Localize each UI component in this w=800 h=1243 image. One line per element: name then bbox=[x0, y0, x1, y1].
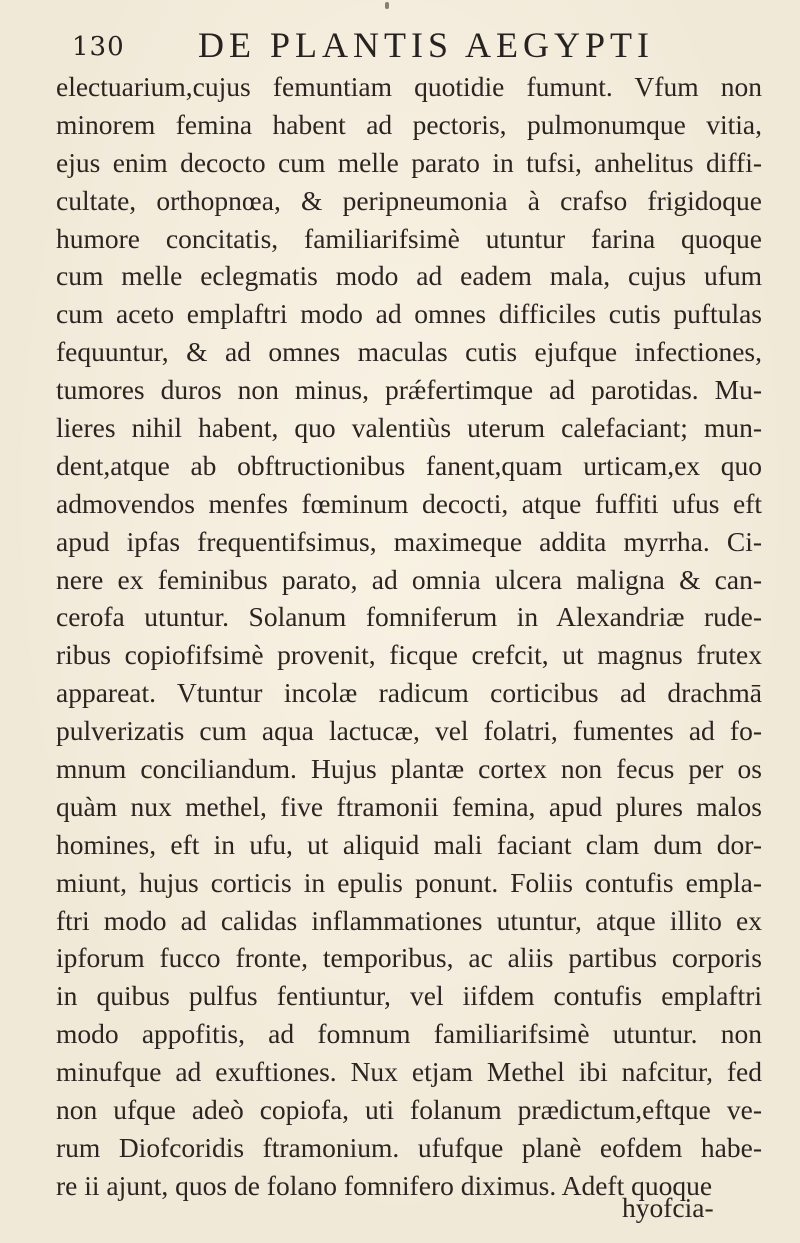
text-line: admovendos menfes fœminum decocti, atque fuffiti ufus eft bbox=[56, 487, 762, 519]
text-line: dent,atque ab obftructionibus fanent,quam urticam,ex quo bbox=[56, 449, 762, 481]
text-line: non ufque adeò copiofa, uti folanum prædictum,eftque ve- bbox=[56, 1094, 762, 1126]
text-line: cum melle eclegmatis modo ad eadem mala, cujus ufum bbox=[56, 260, 762, 292]
text-line: homines, eft in ufu, ut aliquid mali faciant clam dum dor- bbox=[56, 828, 762, 860]
text-line: ipforum fucco fronte, temporibus, ac aliis partibus corporis bbox=[56, 942, 762, 974]
catchword: hyofcia- bbox=[622, 1192, 714, 1223]
running-title: DE PLANTIS AEGYPTI bbox=[198, 25, 654, 65]
text-line: mnum conciliandum. Hujus plantæ cortex non fecus per os bbox=[56, 753, 762, 785]
text-line: cerofa utuntur. Solanum fomniferum in Alexandriæ rude- bbox=[56, 601, 762, 633]
text-line: pulverizatis cum aqua lactucæ, vel folatri, fumentes ad fo- bbox=[56, 715, 762, 747]
text-line: minorem femina habent ad pectoris, pulmonumque vitia, bbox=[56, 108, 762, 140]
text-line: ribus copiofifsimè provenit, ficque crefcit, ut magnus frutex bbox=[56, 639, 762, 671]
text-line: apud ipfas frequentifsimus, maximeque addita myrrha. Ci- bbox=[56, 525, 762, 557]
text-line: minufque ad exuftiones. Nux etjam Methel ibi nafcitur, fed bbox=[56, 1056, 762, 1088]
page-header bbox=[72, 22, 762, 68]
text-line: cum aceto emplaftri modo ad omnes difficiles cutis puftulas bbox=[56, 298, 762, 330]
ink-mark bbox=[385, 2, 389, 9]
body-text bbox=[56, 68, 766, 1205]
text-line: nere ex feminibus parato, ad omnia ulcera maligna & can- bbox=[56, 563, 762, 595]
text-line: rum Diofcoridis ftramonium. ufufque planè eofdem habe- bbox=[56, 1131, 762, 1163]
text-line: appareat. Vtuntur incolæ radicum corticibus ad drachmā bbox=[56, 677, 762, 709]
text-line: cultate, orthopnœa, & peripneumonia à crafso frigidoque bbox=[56, 184, 762, 216]
text-line: tumores duros non minus, prǽfertimque ad parotidas. Mu- bbox=[56, 374, 762, 406]
text-line: electuarium,cujus femuntiam quotidie fumunt. Vfum non bbox=[56, 71, 762, 102]
text-line: re ii ajunt, quos de folano fomnifero diximus. Adeft quoque bbox=[56, 1169, 713, 1201]
text-line: fequuntur, & ad omnes maculas cutis ejufque infectiones, bbox=[56, 336, 762, 368]
text-line: humore concitatis, familiarifsimè utuntur farina quoque bbox=[56, 222, 762, 254]
text-line: lieres nihil habent, quo valentiùs uterum calefaciant; mun- bbox=[56, 412, 762, 444]
text-line: quàm nux methel, five ftramonii femina, apud plures malos bbox=[56, 790, 762, 822]
text-line: in quibus pulfus fentiuntur, vel iifdem contufis emplaftri bbox=[56, 980, 762, 1012]
page-number: 130 bbox=[72, 32, 125, 62]
text-line: modo appofitis, ad fomnum familiarifsimè utuntur. non bbox=[56, 1018, 762, 1050]
text-line: miunt, hujus corticis in epulis ponunt. Foliis contufis empla- bbox=[56, 866, 762, 898]
text-line: ftri modo ad calidas inflammationes utuntur, atque illito ex bbox=[56, 904, 762, 936]
text-line: ejus enim decocto cum melle parato in tufsi, anhelitus diffi- bbox=[56, 146, 762, 178]
